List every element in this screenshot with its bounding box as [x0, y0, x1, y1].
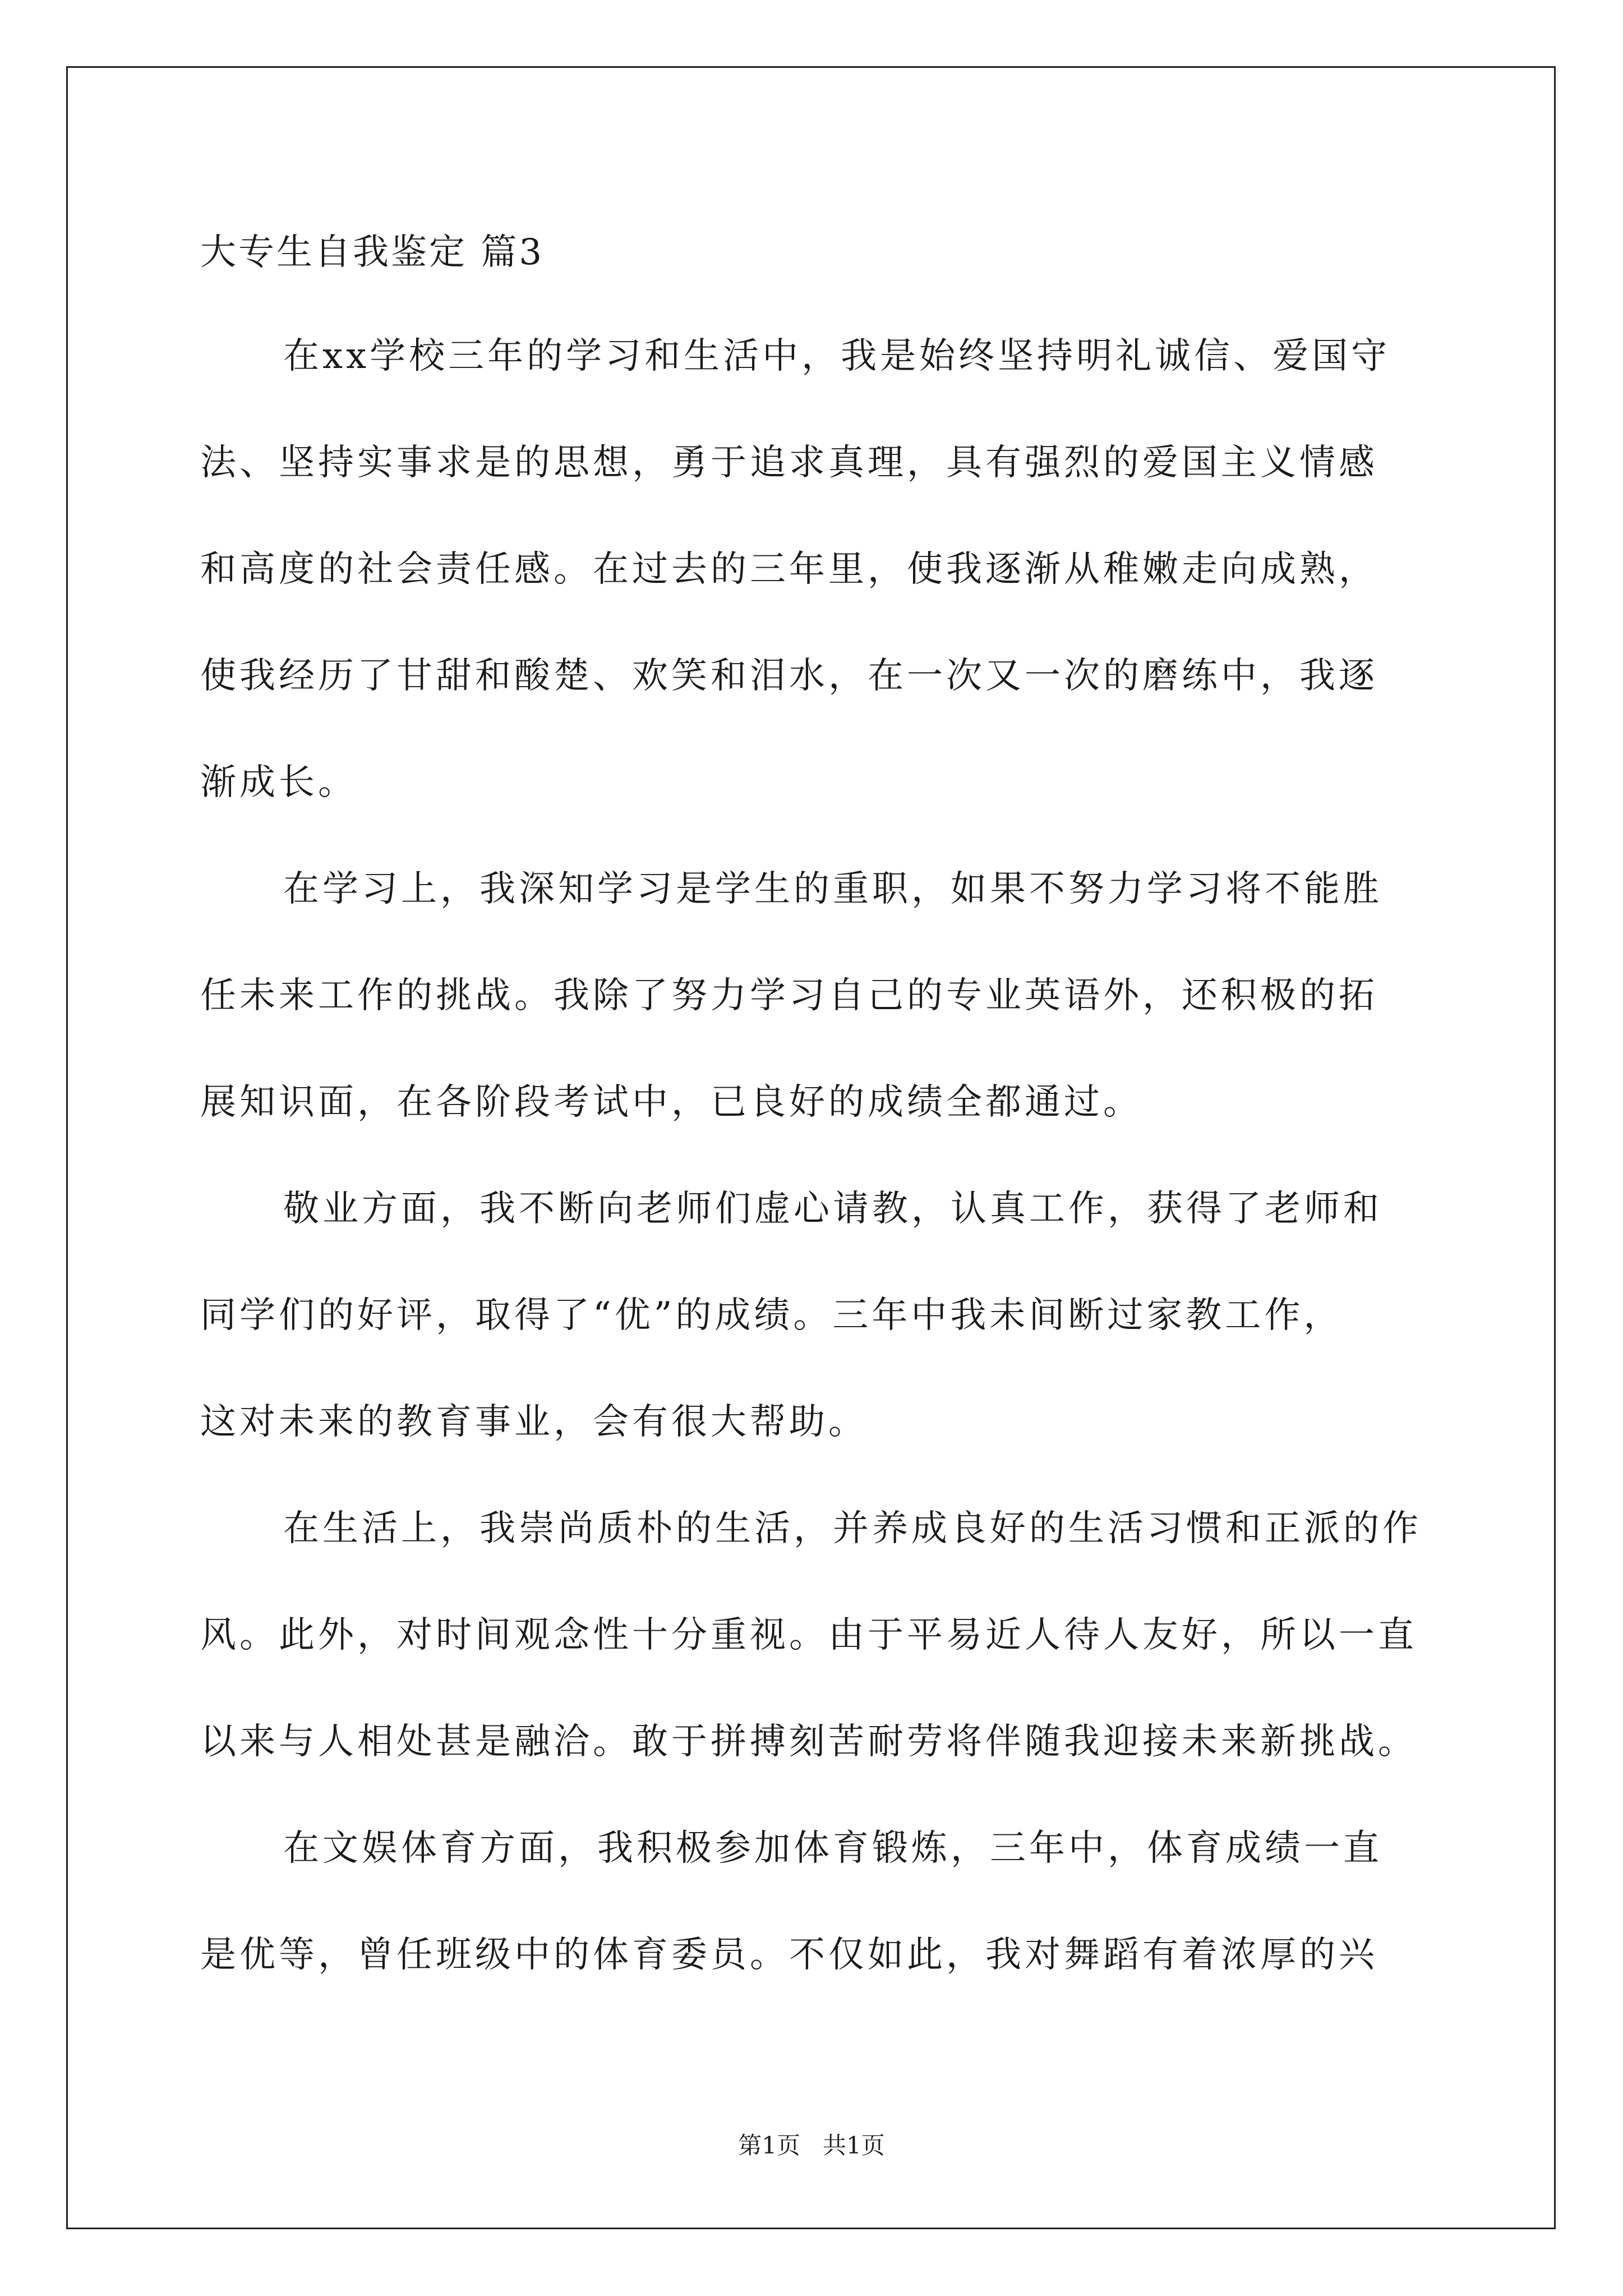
paragraph-5-line-2: 是优等，曾任班级中的体育委员。不仅如此，我对舞蹈有着浓厚的兴 [200, 1934, 1378, 1976]
paragraph-2-line-3: 展知识面，在各阶段考试中，已良好的成绩全都通过。 [200, 1082, 1142, 1123]
paragraph-4-line-1: 在生活上，我崇尚质朴的生活，并养成良好的生活习惯和正派的作 [283, 1508, 1422, 1549]
paragraph-1-line-5: 渐成长。 [200, 762, 357, 803]
paragraph-2-line-2: 任未来工作的挑战。我除了努力学习自己的专业英语外，还积极的拓 [200, 975, 1378, 1016]
paragraph-5-line-1: 在文娱体育方面，我积极参加体育锻炼，三年中，体育成绩一直 [283, 1828, 1382, 1869]
document-title: 大专生自我鉴定 篇3 [200, 232, 545, 273]
paragraph-2-line-1: 在学习上，我深知学习是学生的重职，如果不努力学习将不能胜 [283, 868, 1382, 910]
paragraph-1-line-1: 在xx学校三年的学习和生活中，我是始终坚持明礼诚信、爱国守 [283, 335, 1391, 377]
paragraph-1-line-4: 使我经历了甘甜和酸楚、欢笑和泪水，在一次又一次的磨练中，我逐 [200, 655, 1378, 697]
paragraph-1-line-2: 法、坚持实事求是的思想，勇于追求真理，具有强烈的爱国主义情感 [200, 442, 1378, 484]
paragraph-1-line-3: 和高度的社会责任感。在过去的三年里，使我逐渐从稚嫩走向成熟， [200, 549, 1378, 590]
page-border [66, 66, 1556, 2229]
paragraph-4-line-2: 风。此外，对时间观念性十分重视。由于平易近人待人友好，所以一直 [200, 1614, 1417, 1656]
page-total: 共1页 [823, 2132, 885, 2159]
paragraph-3-line-3: 这对未来的教育事业，会有很大帮助。 [200, 1401, 868, 1443]
page-footer [0, 2129, 1623, 2162]
page-number: 第1页 [738, 2132, 800, 2159]
paragraph-3-line-1: 敬业方面，我不断向老师们虚心请教，认真工作，获得了老师和 [283, 1188, 1382, 1230]
paragraph-4-line-3: 以来与人相处甚是融洽。敢于拼搏刻苦耐劳将伴随我迎接未来新挑战。 [200, 1721, 1417, 1763]
paragraph-3-line-2: 同学们的好评，取得了“优”的成绩。三年中我未间断过家教工作， [200, 1295, 1343, 1336]
